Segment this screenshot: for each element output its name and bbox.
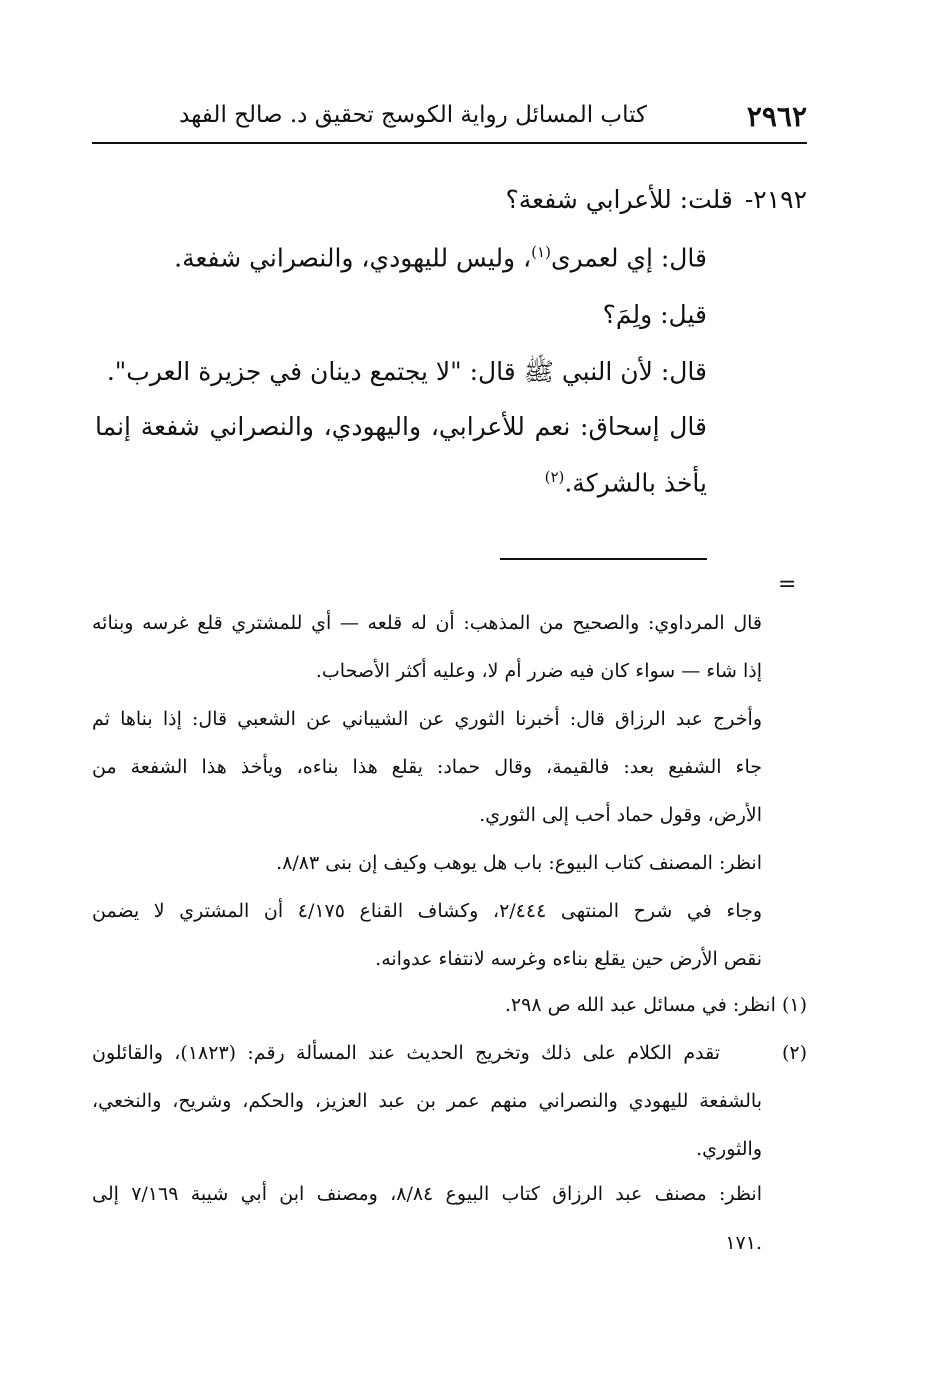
page-header — [92, 98, 807, 138]
footnote-2-line: والثوري. — [696, 1138, 762, 1160]
answer-line-1 — [174, 243, 707, 272]
footnote-2-line: .١٧١ — [725, 1232, 762, 1254]
note-line: وأخرج عبد الرزاق قال: أخبرنا الثوري عن الشيباني عن الشعبي قال: إذا بناها ثم — [92, 708, 762, 730]
issue-number: ٢١٩٢- — [744, 185, 807, 214]
footnote-2-line: تقدم الكلام على ذلك وتخريج الحديث عند المسألة رقم: (١٨٢٣)، والقائلون — [92, 1042, 720, 1064]
footnote-2-line: بالشفعة لليهودي والنصراني منهم عمر بن عبد العزيز، والحكم، وشريح، والنخعي، — [92, 1090, 762, 1112]
answer-1-after: ، وليس لليهودي، والنصراني شفعة. — [174, 243, 532, 273]
footnote-separator — [500, 558, 707, 560]
answer-1-before: قال: إي لعمرى — [550, 243, 707, 273]
note-line: الأرض، وقول حماد أحب إلى الثوري. — [479, 804, 762, 826]
page-number: ٢٩٦٢ — [746, 100, 807, 133]
note-line: جاء الشفيع بعد: فالقيمة، وقال حماد: يقلع هذا بناءه، ويأخذ هذا الشفعة من — [92, 756, 762, 778]
issue-heading — [505, 185, 807, 214]
note-line: نقص الأرض حين يقلع بناءه وغرسه لانتفاء عدوانه. — [375, 948, 762, 970]
note-line: إذا شاء — سواء كان فيه ضرر أم لا، وعليه أكثر الأصحاب. — [315, 660, 762, 682]
footnote-1-text: انظر: في مسائل عبد الله ص ٢٩٨. — [504, 994, 776, 1016]
footnote-ref-1: (١) — [531, 243, 551, 261]
question-2-line: قيل: ولِمَ؟ — [602, 300, 707, 329]
continuation-marker: = — [778, 572, 797, 597]
footnote-1-marker: (١) — [781, 994, 807, 1016]
footnote-2-line: انظر: مصنف عبد الرزاق كتاب البيوع ٨/٨٤، ومصنف ابن أبي شيبة ٧/١٦٩ إلى — [92, 1183, 762, 1205]
ishaq-line-2 — [545, 468, 707, 497]
question-text: قلت: للأعرابي شفعة؟ — [505, 185, 733, 214]
footnote-2-marker: (٢) — [781, 1042, 807, 1064]
ishaq-line-2-text: يأخذ بالشركة. — [564, 468, 707, 498]
note-line: وجاء في شرح المنتهى ٢/٤٤٤، وكشاف القناع ٤/١٧٥ أن المشتري لا يضمن — [92, 900, 762, 922]
footnote-ref-2: (٢) — [544, 468, 565, 486]
header-rule — [92, 142, 807, 144]
note-line: قال المرداوي: والصحيح من المذهب: أن له قلعه — أي للمشتري قلع غرسه وبنائه — [92, 612, 762, 634]
footnote-1 — [505, 994, 807, 1016]
ishaq-line-1: قال إسحاق: نعم للأعرابي، واليهودي، والنصراني شفعة إنما — [95, 412, 707, 441]
answer-line-2: قال: لأن النبي ﷺ قال: "لا يجتمع دينان في جزيرة العرب". — [106, 357, 707, 386]
running-title: كتاب المسائل رواية الكوسج تحقيق د. صالح الفهد — [179, 102, 647, 128]
note-line: انظر: المصنف كتاب البيوع: باب هل يوهب وكيف إن بنى ٨/٨٣. — [276, 852, 762, 874]
